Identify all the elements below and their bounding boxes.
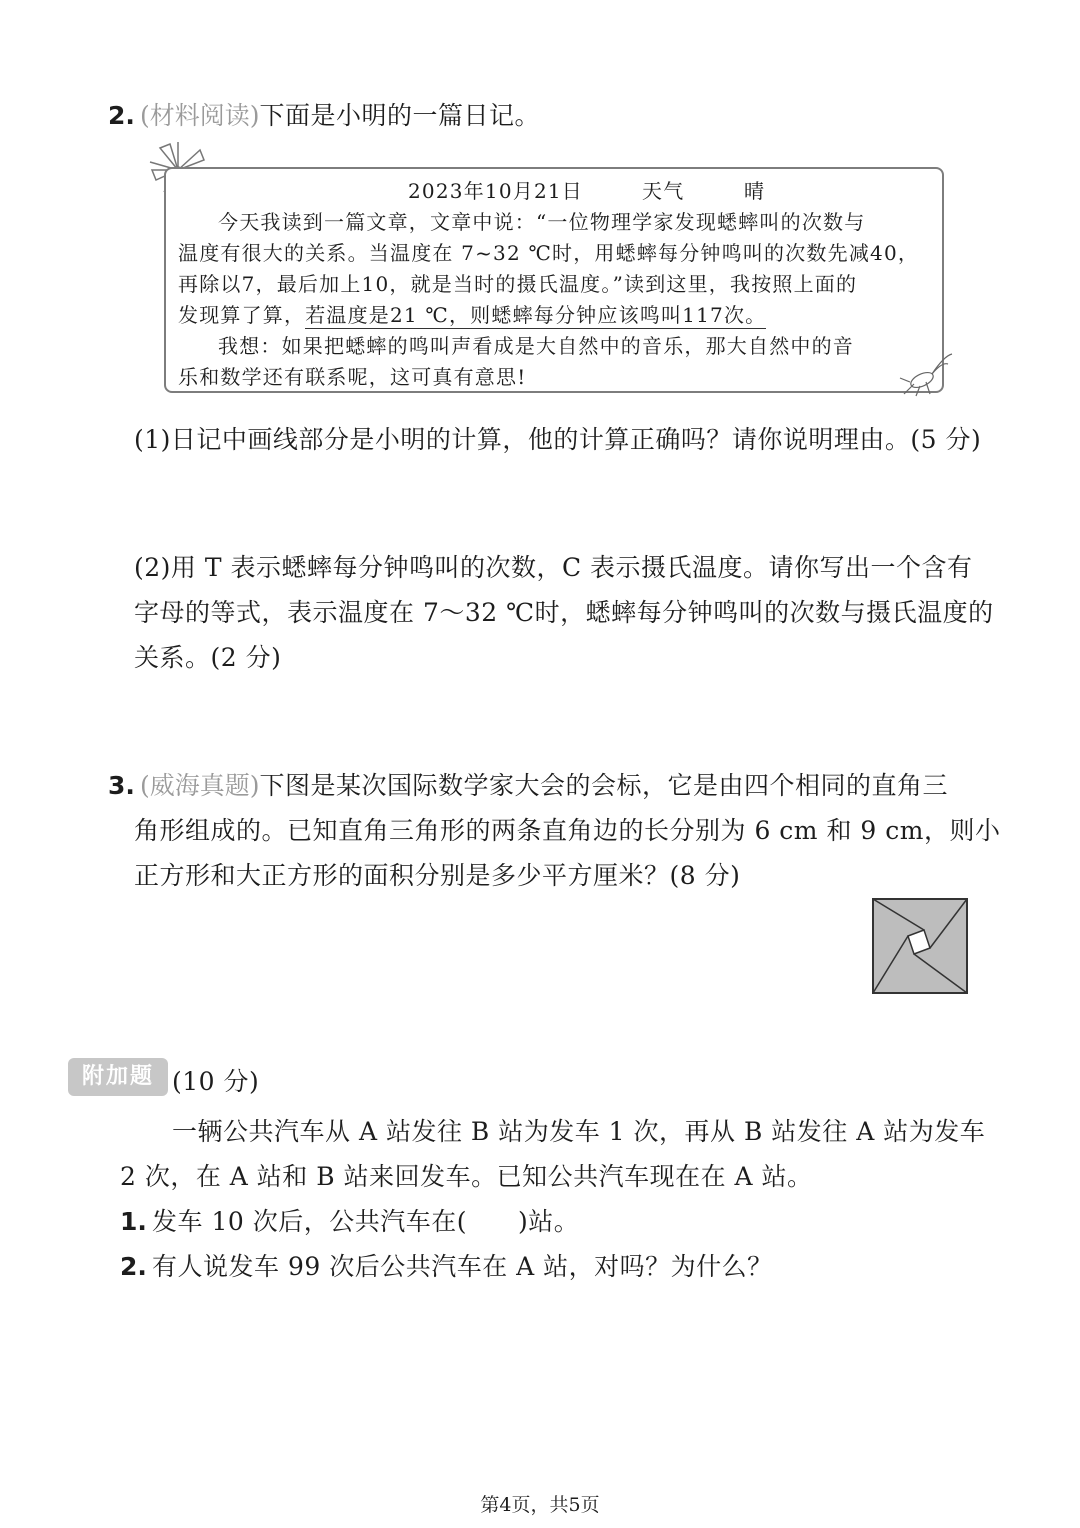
diary-line-4 xyxy=(178,300,766,331)
extra-item-1 xyxy=(120,1202,579,1238)
item-number: 1. xyxy=(120,1207,147,1236)
diary-weather-label: 天气 xyxy=(642,179,685,203)
diary-weather-value: 晴 xyxy=(744,179,766,203)
question-number: 2. xyxy=(108,101,135,130)
extra-intro-line-2: 2 次，在 A 站和 B 站来回发车。已知公共汽车现在在 A 站。 xyxy=(120,1162,813,1191)
item-number: 2. xyxy=(120,1252,147,1281)
question-2-part-2-line-3: 关系。(2 分) xyxy=(134,643,282,672)
diary-line-3: 再除以7，最后加上10，就是当时的摄氏温度。”读到这里，我按照上面的 xyxy=(178,272,858,296)
diary-line-1: 今天我读到一篇文章，文章中说：“一位物理学家发现蟋蟀叫的次数与 xyxy=(218,210,866,234)
diary-line-5: 我想：如果把蟋蟀的鸣叫声看成是大自然中的音乐，那大自然中的音 xyxy=(218,334,854,358)
question-tag: (威海真题) xyxy=(140,771,260,800)
diary-line-4-prefix: 发现算了算， xyxy=(178,303,306,327)
diary-line-2: 温度有很大的关系。当温度在 7~32 ℃时，用蟋蟀每分钟鸣叫的次数先减40， xyxy=(178,241,920,265)
question-2-part-2-line-1: (2)用 T 表示蟋蟀每分钟鸣叫的次数，C 表示摄氏温度。请你写出一个含有 xyxy=(134,553,973,582)
question-3-line-2: 角形组成的。已知直角三角形的两条直角边的长分别为 6 cm 和 9 cm，则小 xyxy=(134,816,1001,845)
cricket-icon xyxy=(898,352,954,398)
question-number: 3. xyxy=(108,771,135,800)
extra-intro-line-1: 一辆公共汽车从 A 站发往 B 站为发车 1 次，再从 B 站发往 A 站为发车 xyxy=(172,1117,986,1146)
question-2-heading xyxy=(108,96,540,132)
item-text: 有人说发车 99 次后公共汽车在 A 站，对吗？为什么？ xyxy=(152,1252,773,1281)
pinwheel-square-figure xyxy=(872,898,968,994)
diary-line-6: 乐和数学还有联系呢，这可真有意思! xyxy=(178,365,527,389)
item-text: 发车 10 次后，公共汽车在( )站。 xyxy=(152,1207,580,1236)
question-tag: (材料阅读) xyxy=(140,101,260,130)
question-3-line-3: 正方形和大正方形的面积分别是多少平方厘米？(8 分) xyxy=(134,861,741,890)
question-3-heading xyxy=(108,766,948,802)
extra-item-2 xyxy=(120,1247,773,1283)
diary-date-line xyxy=(408,176,583,207)
diary-underlined-calculation: 若温度是21 ℃，则蟋蟀每分钟应该鸣叫117次。 xyxy=(305,303,767,327)
question-2-part-2-line-2: 字母的等式，表示温度在 7～32 ℃时，蟋蟀每分钟鸣叫的次数与摄氏温度的 xyxy=(134,598,994,627)
extra-question-badge: 附加题 xyxy=(68,1058,168,1096)
page-footer: 第4页，共5页 xyxy=(480,1494,600,1516)
diary-date: 2023年10月21日 xyxy=(408,179,583,203)
question-2-part-1: (1)日记中画线部分是小明的计算，他的计算正确吗？请你说明理由。(5 分) xyxy=(134,425,982,454)
question-3-line-1: 下图是某次国际数学家大会的会标，它是由四个相同的直角三 xyxy=(259,771,949,800)
question-title: 下面是小明的一篇日记。 xyxy=(259,101,541,130)
extra-question-points: (10 分) xyxy=(172,1067,260,1096)
